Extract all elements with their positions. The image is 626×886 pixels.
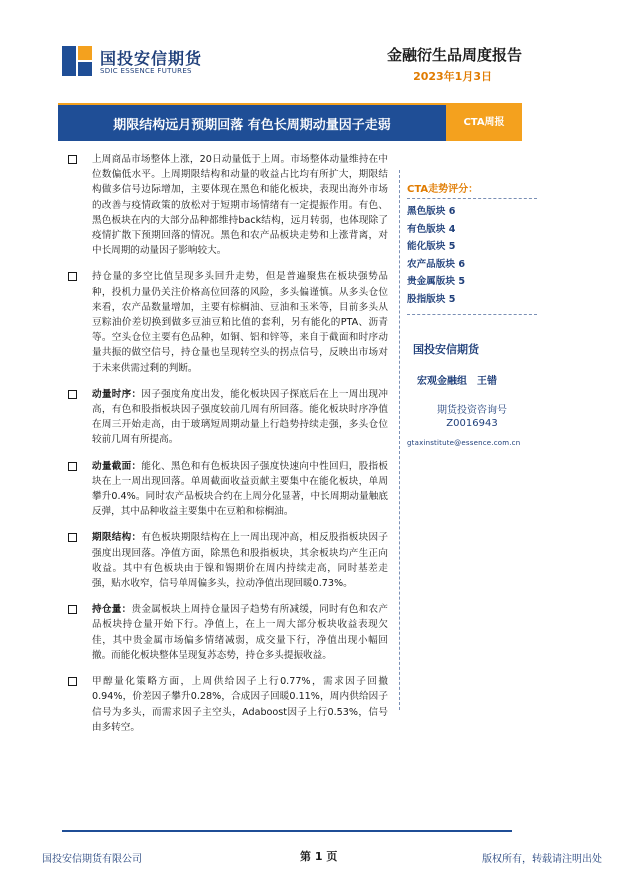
momentum-timeseries-paragraph bbox=[62, 387, 388, 448]
contact-email[interactable]: gtaxinstitute@essence.com.cn bbox=[407, 439, 521, 447]
paragraph-text: 贵金属板块上周持仓量因子趋势有所减缓，同时有色和农产品板块持仓量开始下行。净值上，在上一周大部分板块收益表现欠佳，其中贵金属市场偏多情绪减弱，成交量下行，净值出现小幅回撤。而能化板块整体呈现复苏态势，持仓多头提振收益。 bbox=[92, 604, 389, 661]
score-row bbox=[407, 291, 537, 309]
footer-divider bbox=[62, 830, 512, 832]
score-value: 5 bbox=[448, 293, 456, 305]
cta-score-title: CTA走势评分： bbox=[407, 180, 537, 199]
square-bullet-icon bbox=[68, 677, 77, 686]
square-bullet-icon bbox=[68, 390, 77, 399]
summary-paragraph bbox=[62, 152, 388, 258]
page-number: 第 1 页 bbox=[300, 850, 338, 863]
paragraph-text: 因子强度角度出发，能化板块因子探底后在上一周出现冲高，有色和股指板块因子强度较前几周有所回落。能化板块时序净值在周三开始走高，由于玻璃短周期动量上行趋势持续走强，多头仓位较前几周有所提高。 bbox=[92, 388, 389, 446]
score-sector: 贵金属版块 bbox=[407, 276, 455, 287]
square-bullet-icon bbox=[68, 605, 77, 614]
paragraph-text: 上周商品市场整体上涨，20日动量低于上周。市场整体动量维持在中位数偏低水平。上周期限结构和动量的收益占比均有所扩大，期限结构做多信号边际增加，主要体现在黑色和能化板块，表现出海外市场的改善与疫情政策的放松对于短期市场情绪有一定提振作用。有色、黑色板块在内的大部分品种都维持back结构，远月转弱，也体现除了疫情扩散下预期回落的情况。黑色和农产品板块走势和上涨背离，对中长周期的动量因子影响较大。 bbox=[92, 154, 388, 257]
score-row bbox=[407, 221, 537, 239]
square-bullet-icon bbox=[68, 272, 77, 281]
footer-company: 国投安信期货有限公司 bbox=[42, 854, 142, 865]
score-row bbox=[407, 238, 537, 256]
headline-title: 期限结构远月预期回落 有色长周期动量因子走弱 bbox=[113, 118, 391, 133]
license-label: 期货投资咨询号 bbox=[437, 405, 507, 416]
paragraph-text: 甲醇量化策略方面，上周供给因子上行0.77%，需求因子回撤0.94%，价差因子攀升0.28%，合成因子回暖0.11%，周内供给因子信号为多头，而需求因子主空头，Adaboost因子上行0.53%，信号由多转空。 bbox=[92, 676, 388, 733]
score-value: 6 bbox=[448, 206, 456, 217]
logo-text-cn: 国投安信期货 bbox=[100, 49, 203, 68]
copyright-notice: 版权所有，转载请注明出处 bbox=[482, 854, 602, 865]
position-paragraph bbox=[62, 269, 388, 375]
score-divider bbox=[407, 314, 537, 315]
score-value: 6 bbox=[458, 258, 465, 270]
license-number: Z0016943 bbox=[446, 418, 498, 429]
main-content bbox=[62, 152, 388, 746]
square-bullet-icon bbox=[68, 533, 77, 542]
score-sector: 股指版块 bbox=[407, 293, 446, 305]
score-row bbox=[407, 203, 537, 221]
sidebar-divider bbox=[399, 170, 400, 710]
logo-text-en: SDIC ESSENCE FUTURES bbox=[100, 67, 192, 75]
paragraph-label: 期限结构： bbox=[92, 532, 142, 544]
score-value: 5 bbox=[448, 241, 456, 252]
report-title: 金融衍生品周度报告 bbox=[386, 46, 522, 64]
momentum-cross-section-paragraph bbox=[62, 459, 388, 520]
report-date: 2023年1月3日 bbox=[413, 70, 492, 83]
sidebar bbox=[407, 180, 537, 447]
open-interest-paragraph bbox=[62, 602, 388, 663]
score-value: 4 bbox=[448, 223, 456, 235]
square-bullet-icon bbox=[68, 462, 77, 471]
analyst-name: 宏观金融组 王错 bbox=[417, 376, 497, 387]
paragraph-label: 动量时序： bbox=[92, 388, 142, 400]
methanol-strategy-paragraph bbox=[62, 674, 388, 735]
headline-banner bbox=[58, 103, 522, 141]
score-sector: 有色版块 bbox=[407, 223, 446, 235]
score-sector: 黑色版块 bbox=[407, 206, 446, 217]
logo-mark-icon bbox=[62, 46, 92, 76]
company-logo bbox=[62, 42, 242, 82]
paragraph-text: 能化、黑色和有色板块因子强度快速向中性回归，股指板块在上一周出现回落。单周截面收益贡献主要集中在能化板块，单周攀升0.4%。同时农产品板块合约在上周分化显著，中长周期动量触底反弹，其中品种收益主要集中在豆粕和棕榈油。 bbox=[92, 460, 389, 518]
score-sector: 能化版块 bbox=[407, 241, 446, 252]
score-sector: 农产品版块 bbox=[407, 258, 455, 270]
report-type-tag: CTA周报 bbox=[446, 105, 522, 141]
score-row bbox=[407, 256, 537, 274]
square-bullet-icon bbox=[68, 155, 77, 164]
score-row bbox=[407, 273, 537, 291]
sidebar-company: 国投安信期货 bbox=[413, 343, 479, 356]
paragraph-label: 持仓量： bbox=[92, 604, 132, 616]
paragraph-label: 动量截面： bbox=[92, 460, 142, 472]
score-value: 5 bbox=[458, 276, 465, 287]
term-structure-paragraph bbox=[62, 530, 388, 591]
paragraph-text: 持仓量的多空比值呈现多头回升走势，但是普遍聚焦在板块强势品种，投机力量仍关注价格高位回落的风险，多头偏谨慎。从多头仓位来看，农产品数量增加，主要有棕榈油、豆油和玉米等，目前多头从豆粽油价差切换到做多豆油豆粕比值的套利，另有能化的PTA、沥青等。空头仓位主要有色品种，如铜、铝和锌等，来自于截面和时序动量共振的做空信号，持仓量也呈现转空头的拐点信号，反映出市场对于未来供需过剩的判断。 bbox=[92, 271, 388, 374]
paragraph-text: 有色板块期限结构在上一周出现冲高，相反股指板块因子强度出现回落。净值方面，除黑色和股指板块，其余板块均产生正向收益。其中有色板块由于镍和锡期价在周内持续走高，同时基差走强，贴水收窄，信号单周偏多头，拉动净值出现回暖0.73%。 bbox=[92, 532, 389, 590]
